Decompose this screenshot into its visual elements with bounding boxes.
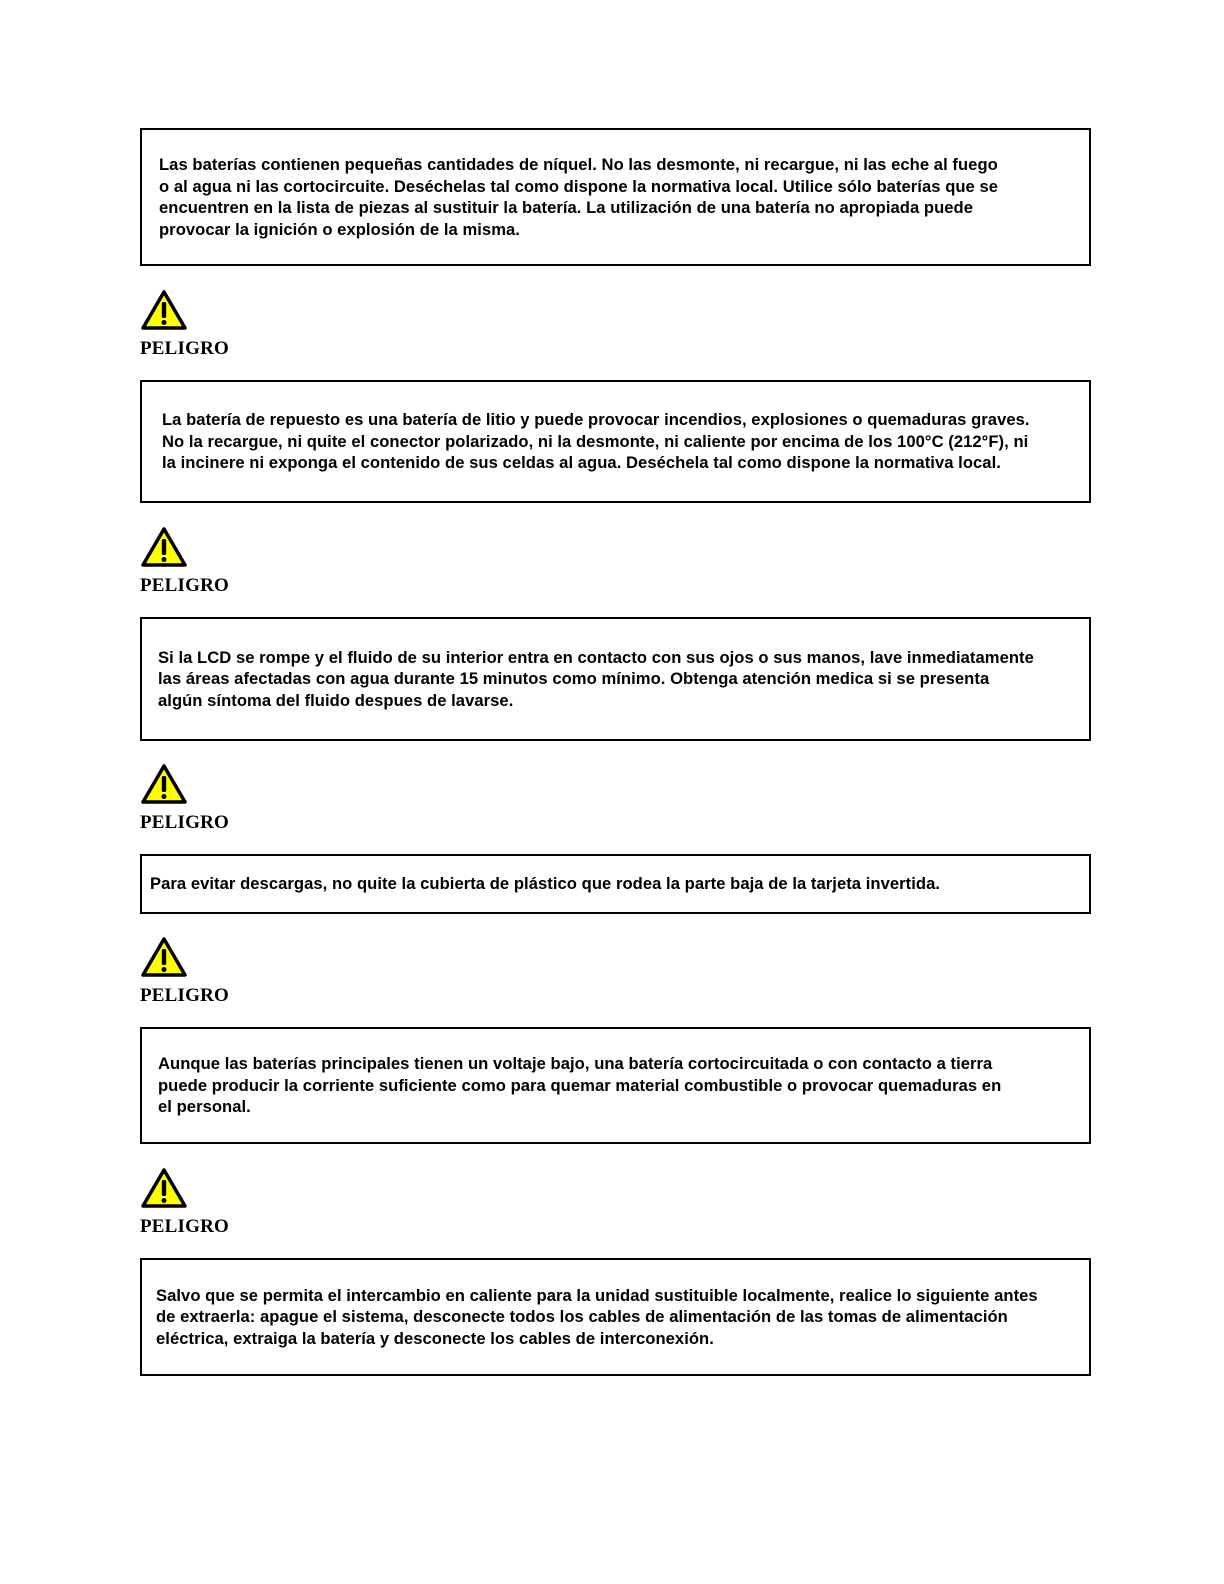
- notice-box: [140, 128, 1091, 266]
- danger-label: PELIGRO: [140, 575, 230, 596]
- danger-label: PELIGRO: [140, 1216, 230, 1237]
- danger-header: [140, 526, 340, 597]
- danger-label: PELIGRO: [140, 985, 230, 1006]
- notice-text: Las baterías contienen pequeñas cantidades de níquel. No las desmonte, ni recargue, ni las eche al fuego o al agua ni las cortocircuite. Deséchelas tal como dispone la normativa local. Utilice sólo baterías que se encuentren en la lista de piezas al sustituir la batería. La utilización de una batería no apropiada puede provocar la ignición o explosión de la misma.: [159, 155, 999, 239]
- danger-label: PELIGRO: [140, 338, 230, 359]
- notice-box: [140, 1027, 1091, 1144]
- notice-box: [140, 854, 1091, 914]
- notice-text: Aunque las baterías principales tienen un voltaje bajo, una batería cortocircuitada o con contacto a tierra puede producir la corriente suficiente como para quemar material combustible o provocar quemaduras en el personal.: [158, 1054, 1002, 1117]
- notice-box: [140, 617, 1091, 741]
- notice-box: [140, 380, 1091, 503]
- danger-header: [140, 289, 340, 360]
- danger-header: [140, 763, 340, 834]
- notice-text: La batería de repuesto es una batería de litio y puede provocar incendios, explosiones o quemaduras graves. No la recargue, ni quite el conector polarizado, ni la desmonte, ni caliente por encima de los 100°C (212°F), ni la incinere ni exponga el contenido de sus celdas al agua. Deséchela tal como dispone la normativa local.: [162, 410, 1030, 473]
- notice-text: Para evitar descargas, no quite la cubierta de plástico que rodea la parte baja de la tarjeta invertida.: [150, 874, 941, 894]
- notice-text: Salvo que se permita el intercambio en caliente para la unidad sustituible localmente, realice lo siguiente antes de extraerla: apague el sistema, desconecte todos los cables de alimentación de las tomas de alimentación eléctrica, extraiga la batería y desconecte los cables de interconexión.: [156, 1285, 1038, 1348]
- danger-header: [140, 1167, 340, 1238]
- warning-triangle-icon: [140, 289, 188, 331]
- danger-header: [140, 936, 340, 1007]
- warning-triangle-icon: [140, 936, 188, 978]
- warning-triangle-icon: [140, 763, 188, 805]
- warning-triangle-icon: [140, 1167, 188, 1209]
- notice-text: Si la LCD se rompe y el fluido de su interior entra en contacto con sus ojos o sus manos, lave inmediatamente las áreas afectadas con agua durante 15 minutos como mínimo. Obtenga atención medica si se presenta algún síntoma del fluido despues de lavarse.: [158, 647, 1034, 710]
- notice-box: [140, 1258, 1091, 1376]
- danger-label: PELIGRO: [140, 812, 230, 833]
- warning-triangle-icon: [140, 526, 188, 568]
